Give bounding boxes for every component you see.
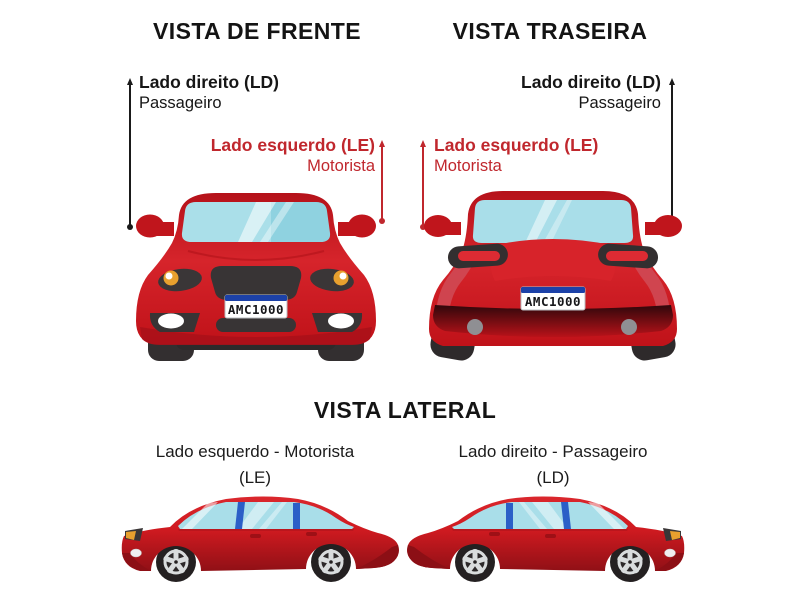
lateral-view-title: VISTA LATERAL: [313, 397, 497, 423]
lateral-left-car-code: (LE): [238, 468, 272, 487]
rear-right-side-label-main: Lado direito (LD): [521, 72, 661, 92]
front-license-plate: [225, 295, 287, 318]
lateral-left-car-label: [130, 439, 380, 491]
front-right-side-label-main: Lado direito (LD): [139, 72, 279, 92]
car-rear-view-illustration: [421, 181, 685, 367]
front-left-side-label: [175, 135, 375, 177]
front-left-side-label-sub: Motorista: [307, 157, 375, 175]
car-side-view-driver-illustration: [112, 491, 402, 589]
rear-right-side-label-sub: Passageiro: [578, 94, 661, 112]
rear-right-side-label: [461, 72, 661, 114]
car-side-view-passenger-illustration: [404, 491, 694, 589]
arrow-up-icon: [420, 140, 426, 147]
rear-license-plate-text: AMC1000: [524, 294, 582, 309]
front-right-side-label-sub: Passageiro: [139, 94, 222, 112]
rear-view-title: VISTA TRASEIRA: [452, 18, 648, 44]
rear-license-plate: [521, 287, 585, 310]
arrow-up-icon: [127, 78, 133, 85]
lateral-left-car-label-text: Lado esquerdo - Motorista: [155, 442, 355, 461]
car-front-view-illustration: [130, 181, 382, 367]
front-left-side-label-main: Lado esquerdo (LE): [210, 135, 375, 155]
trunk-lid: [491, 239, 616, 281]
lateral-right-car-label-text: Lado direito - Passageiro: [458, 442, 648, 461]
rear-left-side-label: [434, 135, 598, 177]
arrow-up-icon: [669, 78, 675, 85]
front-right-side-label: [139, 72, 279, 114]
arrow-up-icon: [379, 140, 385, 147]
front-view-title: VISTA DE FRENTE: [153, 18, 361, 44]
rear-left-side-label-main: Lado esquerdo (LE): [434, 135, 599, 155]
rear-left-side-label-sub: Motorista: [434, 157, 502, 175]
lateral-right-car-code: (LD): [536, 468, 570, 487]
front-license-plate-text: AMC1000: [227, 302, 285, 317]
lateral-right-car-label: [428, 439, 678, 491]
